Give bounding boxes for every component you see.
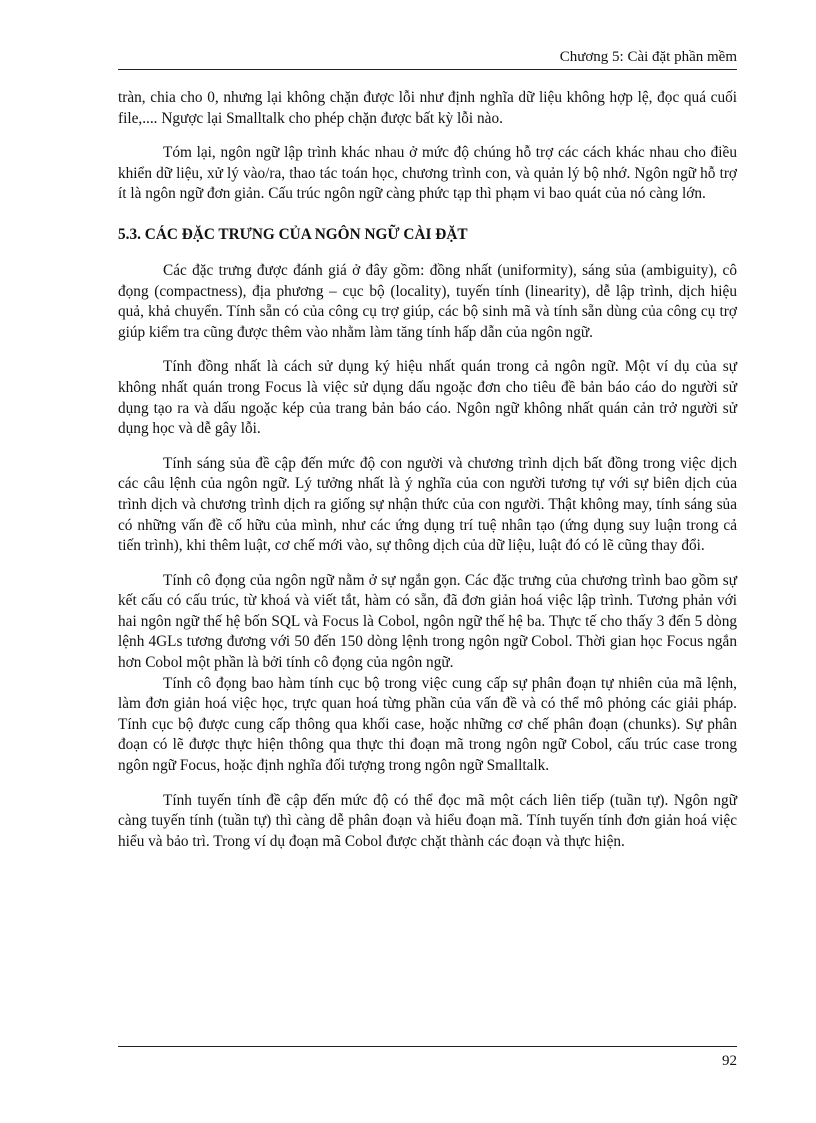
footer-rule bbox=[118, 1046, 737, 1047]
paragraph-compactness: Tính cô đọng của ngôn ngữ nằm ở sự ngắn gọn. Các đặc trưng của chương trình bao gồm sự kết cấu có cấu trúc, từ khoá và viết tắt, hàm có sẵn, đã đơn giản hoá việc lập trình. Tương phản với hai ngôn ngữ thế hệ bốn SQL và Focus là Cobol, ngôn ngữ thế hệ ba. Thực tế cho thấy 3 đến 5 dòng lệnh 4GLs tương đương với 50 đến 150 dòng lệnh trong ngôn ngữ Cobol. Thời gian học Focus ngắn hơn Cobol một phần là bởi tính cô đọng của ngôn ngữ. bbox=[118, 571, 737, 672]
paragraph-summary: Tóm lại, ngôn ngữ lập trình khác nhau ở mức độ chúng hỗ trợ các cách khác nhau cho điều khiển dữ liệu, xử lý vào/ra, thao tác toán học, chương trình con, và quản lý bộ nhớ. Ngôn ngữ hỗ trợ ít là ngôn ngữ đơn giản. Cấu trúc ngôn ngữ càng phức tạp thì phạm vi bao quát của nó càng lớn. bbox=[118, 144, 737, 203]
paragraph-characteristics: Các đặc trưng được đánh giá ở đây gồm: đồng nhất (uniformity), sáng sủa (ambiguity), cô đọng (compactness), địa phương – cục bộ (locality), tuyến tính (linearity), dễ lập trình, dịch hiệu quả, khả chuyển. Tính sẵn có của công cụ trợ giúp, các bộ sinh mã và tính sẵn dùng của công cụ trợ giúp kiểm tra cũng được thêm vào nhằm làm tăng tính hấp dẫn của ngôn ngữ. bbox=[118, 261, 737, 341]
paragraph-uniformity: Tính đồng nhất là cách sử dụng ký hiệu nhất quán trong cả ngôn ngữ. Một ví dụ của sự không nhất quán trong Focus là việc sử dụng dấu ngoặc đơn cho tiêu đề bản báo cáo do người sử dụng tạo ra và dấu ngoặc kép của trang bản báo cáo. Ngôn ngữ không nhất quán cản trở người sử dụng học và dễ gây lỗi. bbox=[118, 358, 737, 438]
paragraph-linearity: Tính tuyến tính đề cập đến mức độ có thể đọc mã một cách liên tiếp (tuần tự). Ngôn ngữ càng tuyến tính (tuần tự) thì càng dễ phân đoạn và hiểu đoạn mã. Tính tuyến tính đơn giản hoá việc hiểu và bảo trì. Trong ví dụ đoạn mã Cobol được chặt thành các đoạn và thực hiện. bbox=[118, 791, 737, 850]
paragraph-locality: Tính cô đọng bao hàm tính cục bộ trong việc cung cấp sự phân đoạn tự nhiên của mã lệnh, làm đơn giản hoá việc học, trực quan hoá từng phần của vấn đề và có thể mô phỏng các giải pháp. Tính cục bộ được cung cấp thông qua khối case, hoặc những cơ chế phân đoạn (chunks). Sự phân đoạn có lẽ được thực hiện thông qua thực thi đoạn mã trong ngôn ngữ Cobol, cấu trúc case trong ngôn ngữ Focus, hoặc định nghĩa đối tượng trong ngôn ngữ Smalltalk. bbox=[118, 674, 737, 775]
page-body bbox=[118, 88, 737, 866]
page-number: 92 bbox=[722, 1053, 737, 1069]
section-heading: 5.3. CÁC ĐẶC TRƯNG CỦA NGÔN NGỮ CÀI ĐẶT bbox=[118, 225, 468, 243]
paragraph-ambiguity: Tính sáng sủa đề cập đến mức độ con người và chương trình dịch bất đồng trong việc dịch các câu lệnh của ngôn ngữ. Lý tưởng nhất là ý nghĩa của con người tương tự với sự biên dịch của trình dịch và chương trình dịch ra giống sự nhận thức của con người. Thật không may, tính sáng sủa có những vấn đề cố hữu của mình, như các ứng dụng trí tuệ nhân tạo (ứng dụng suy luận trong cả tiến trình), khi thêm luật, cơ chế mới vào, sự thông dịch của dữ liệu, luật đó có lẽ cũng thay đổi. bbox=[118, 454, 737, 555]
page-header-chapter: Chương 5: Cài đặt phần mềm bbox=[559, 49, 737, 65]
paragraph-continuation: tràn, chia cho 0, nhưng lại không chặn được lỗi như định nghĩa dữ liệu không hợp lệ, đọc quá cuối file,.... Ngược lại Smalltalk cho phép chặn được bất kỳ lỗi nào. bbox=[118, 89, 737, 127]
header-rule bbox=[118, 69, 737, 70]
